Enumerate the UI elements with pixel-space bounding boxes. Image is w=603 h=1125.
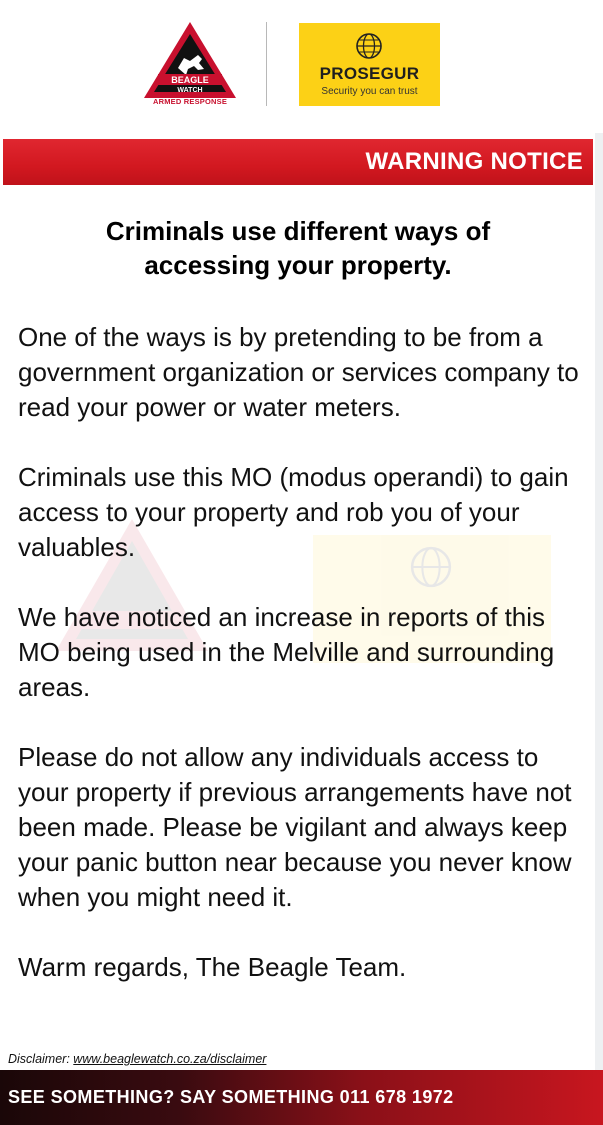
paragraph-signoff: Warm regards, The Beagle Team. [18, 952, 407, 982]
notice-body [18, 320, 593, 985]
footer-hotline: SEE SOMETHING? SAY SOMETHING 011 678 1972 [8, 1087, 454, 1107]
paragraph-advice: Please do not allow any individuals access to your property if previous arrangements have not been made. Please be vigilant and always keep your panic button near because you never know when you might need it. [18, 742, 572, 912]
header [0, 0, 603, 133]
page-edge [595, 0, 603, 1125]
logo-divider [266, 22, 267, 106]
headline-line-1: Criminals use different ways of [105, 216, 491, 246]
beagle-tagline: ARMED RESPONSE [152, 97, 228, 106]
paragraph-increase: We have noticed an increase in reports of this MO being used in the Melville and surrounding areas. [18, 602, 555, 702]
prosegur-logo [299, 23, 440, 106]
disclaimer [8, 1052, 266, 1066]
prosegur-name: PROSEGUR [319, 64, 420, 83]
disclaimer-link[interactable]: www.beaglewatch.co.za/disclaimer [73, 1052, 267, 1066]
notice-headline [0, 214, 596, 282]
paragraph-mo: Criminals use this MO (modus operandi) to gain access to your property and rob you of your valuables. [18, 462, 569, 562]
headline-line-2: accessing your property. [144, 250, 452, 280]
paragraph-pretending: One of the ways is by pretending to be from a government organization or services company to read your power or water meters. [18, 322, 579, 422]
warning-title: WARNING NOTICE [365, 148, 583, 175]
disclaimer-label: Disclaimer: [8, 1052, 70, 1066]
footer-banner [0, 1070, 603, 1125]
prosegur-tagline: Security you can trust [321, 86, 418, 97]
globe-icon [355, 32, 383, 60]
warning-banner [3, 139, 593, 185]
beagle-logo-name: BEAGLE [171, 75, 209, 85]
beagle-logo-sub: WATCH [177, 87, 203, 94]
